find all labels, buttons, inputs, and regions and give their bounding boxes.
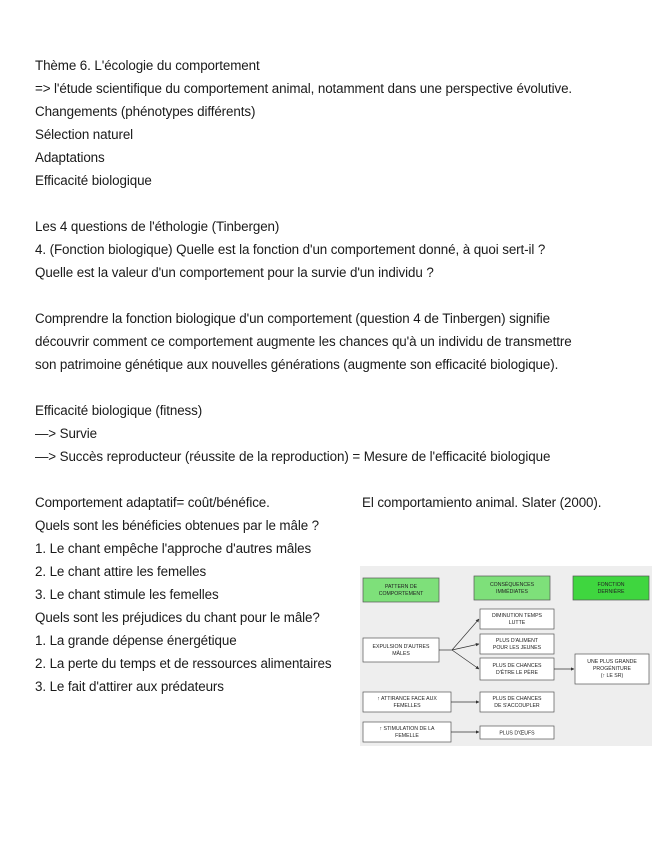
- attirance-text-1: ↑ ATTIRANCE FACE AUX: [377, 696, 437, 702]
- question-4-followup: Quelle est la valeur d'un comportement pour la survie d'un individu ?: [35, 265, 434, 280]
- attirance-box: [363, 692, 451, 712]
- question-4: 4. (Fonction biologique) Quelle est la fonction d'un comportement donné, à quoi sert-il ?: [35, 242, 546, 257]
- aliment-text-1: PLUS D'ALIMENT: [495, 638, 539, 644]
- header-consequences-text-2: IMMÉDIATES: [496, 589, 528, 595]
- aliment-box: [480, 634, 554, 654]
- fitness-survie: —> Survie: [35, 426, 97, 441]
- aliment-text-2: POUR LES JEUNES: [492, 645, 542, 651]
- header-consequences-box: [474, 576, 550, 600]
- stimulation-text-2: FEMELLE: [395, 733, 419, 739]
- cost-3: 3. Le fait d'attirer aux prédateurs: [35, 679, 224, 694]
- benefits-question: Quels sont les bénéficies obtenues par le mâle ?: [35, 518, 320, 533]
- lutte-text-1: DIMINUTION TEMPS: [491, 613, 543, 619]
- cost-benefit-heading: Comportement adaptatif= coût/bénéfice.: [35, 495, 270, 510]
- paragraph-line-2: découvrir comment ce comportement augmente les chances qu'à un individu de transmettre: [35, 334, 572, 349]
- costs-question: Quels sont les préjudices du chant pour le mâle?: [35, 610, 320, 625]
- chances-pere-box: [480, 658, 554, 680]
- cost-1: 1. La grande dépense énergétique: [35, 633, 237, 648]
- benefit-2: 2. Le chant attire les femelles: [35, 564, 207, 579]
- expulsion-text-1: EXPULSION D'AUTRES: [372, 644, 430, 650]
- paragraph-line-3: son patrimoine génétique aux nouvelles générations (augmente son efficacité biologique).: [35, 357, 559, 372]
- fitness-succes: —> Succès reproducteur (réussite de la reproduction) = Mesure de l'efficacité biologique: [35, 449, 551, 464]
- expulsion-box: [363, 638, 439, 662]
- cost-2: 2. La perte du temps et de ressources alimentaires: [35, 656, 332, 671]
- header-function-text-2: DERNIÈRE: [597, 589, 625, 595]
- concept-efficacite: Efficacité biologique: [35, 173, 152, 188]
- concept-changements: Changements (phénotypes différents): [35, 104, 256, 119]
- header-consequences-text-1: CONSÉQUENCES: [489, 582, 535, 588]
- benefit-1: 1. Le chant empêche l'approche d'autres mâles: [35, 541, 312, 556]
- behaviour-function-diagram: [360, 566, 652, 746]
- paragraph-line-1: Comprendre la fonction biologique d'un comportement (question 4 de Tinbergen) signifie: [35, 311, 551, 326]
- accoupler-text-1: PLUS DE CHANCES: [492, 696, 542, 702]
- lutte-text-2: LUTTE: [508, 620, 526, 626]
- stimulation-text-1: ↑ STIMULATION DE LA: [379, 726, 435, 732]
- progeniture-text-1: UNE PLUS GRANDE: [587, 659, 637, 665]
- header-pattern-text-1: PATTERN DE: [384, 584, 418, 590]
- theme-title: Thème 6. L'écologie du comportement: [35, 58, 260, 73]
- header-pattern-text-2: COMPORTEMENT: [378, 591, 424, 597]
- chances-pere-text-2: D'ÊTRE LE PÈRE: [496, 670, 538, 676]
- progeniture-text-2: PROGÉNITURE: [592, 666, 632, 672]
- stimulation-box: [363, 722, 451, 742]
- attirance-text-2: FEMELLES: [393, 703, 421, 709]
- chances-pere-text-1: PLUS DE CHANCES: [492, 663, 542, 669]
- header-pattern-box: [363, 578, 439, 602]
- tinbergen-heading: Les 4 questions de l'éthologie (Tinbergen): [35, 219, 280, 234]
- progeniture-text-3: (↑ LE SR): [600, 673, 624, 679]
- definition-line: => l'étude scientifique du comportement animal, notamment dans une perspective évolutive.: [35, 81, 573, 96]
- header-function-box: [573, 576, 649, 600]
- concept-adaptations: Adaptations: [35, 150, 105, 165]
- oeufs-text: PLUS D'ŒUFS: [499, 730, 535, 737]
- accoupler-text-2: DE S'ACCOUPLER: [494, 703, 540, 709]
- header-function-text-1: FONCTION: [597, 582, 625, 588]
- concept-selection: Sélection naturel: [35, 127, 134, 142]
- diagram-caption: El comportamiento animal. Slater (2000).: [362, 495, 602, 510]
- accoupler-box: [480, 692, 554, 712]
- fitness-heading: Efficacité biologique (fitness): [35, 403, 203, 418]
- expulsion-text-2: MÂLES: [392, 651, 410, 657]
- lutte-box: [480, 609, 554, 629]
- benefit-3: 3. Le chant stimule les femelles: [35, 587, 219, 602]
